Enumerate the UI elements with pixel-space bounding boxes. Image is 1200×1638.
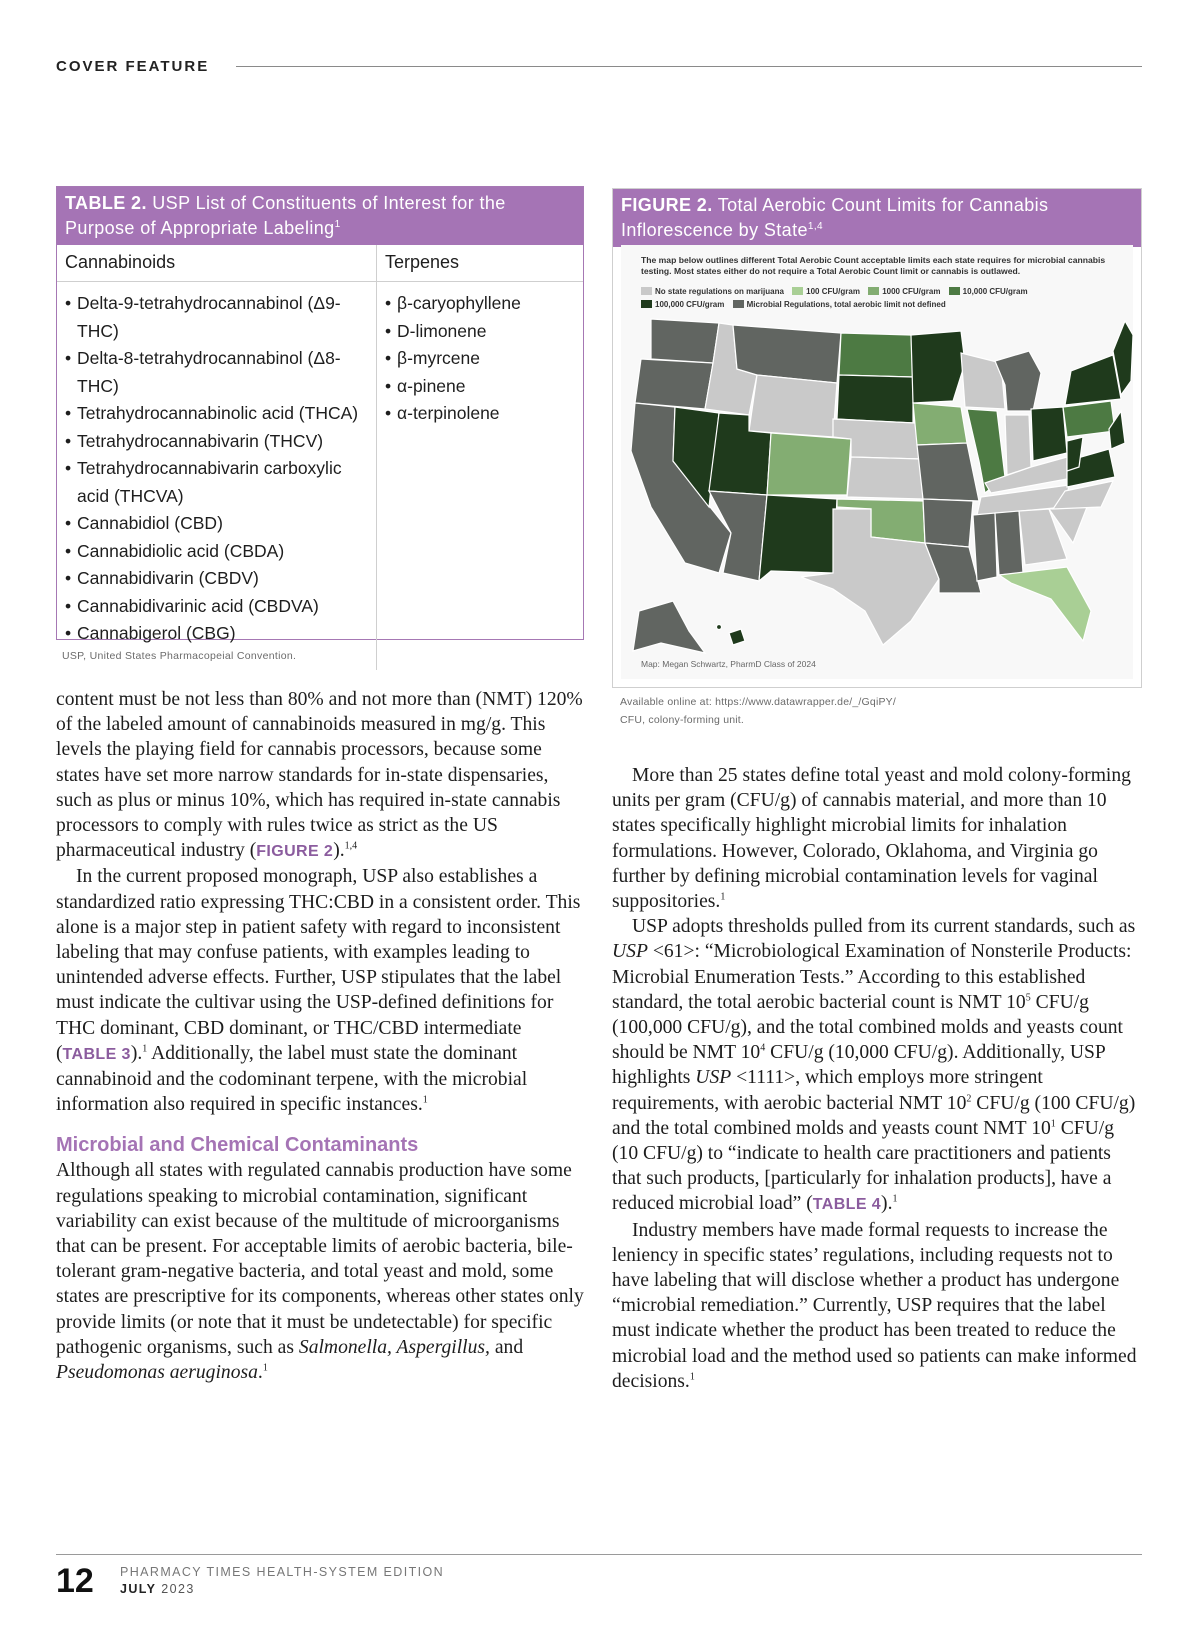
legend-swatch — [792, 287, 803, 295]
figure-2-reference[interactable]: FIGURE 2 — [256, 843, 334, 861]
left-paragraph-3: Although all states with regulated cannabis production have some regulations speaking to microbial contamination, significant variability can exist because of the multitude of microorganisms that can be present. For acceptable limits of aerobic bacteria, bile-tolerant gram-negative bacteria, and total yeast and mold, some states are prescriptive for its components, whereas other states only provide limits (or note that it must be undetectable) for specific pathogenic organisms, such as Salmonella, Aspergillus, and Pseudomonas aeruginosa.$^1$ — [56, 1160, 584, 1384]
state-arkansas — [923, 499, 973, 547]
legend-swatch — [733, 300, 744, 308]
legend-item: 100 CFU/gram — [792, 287, 860, 296]
state-ohio — [1031, 407, 1067, 461]
publication-date — [120, 1582, 195, 1596]
map-intro: The map below outlines different Total Aerobic Count acceptable limits each state requires for microbial cannabis testing. Most states either do not require a Total Aerobic Count limit or cannabis is outlawed. — [641, 255, 1106, 276]
figure-2 — [612, 188, 1142, 688]
state-wyoming — [749, 375, 837, 437]
table-2-columns — [57, 245, 583, 670]
state-new-mexico — [759, 495, 837, 581]
left-column — [56, 687, 584, 1385]
state-mississippi — [973, 513, 997, 581]
legend-item: 10,000 CFU/gram — [949, 287, 1028, 296]
table-2-label: TABLE 2. — [65, 193, 147, 213]
map-credit: Map: Megan Schwartz, PharmD Class of 2024 — [641, 659, 816, 669]
legend-swatch — [641, 287, 652, 295]
figure-2-title: Total Aerobic Count Limits for Cannabis Inflorescence by State — [621, 195, 1049, 240]
list-item: • Cannabidivarin (CBDV) — [65, 568, 259, 588]
section-subheading: Microbial and Chemical Contaminants — [56, 1134, 419, 1157]
state-north-dakota — [839, 333, 913, 377]
legend-item: 100,000 CFU/gram — [641, 300, 724, 309]
state-indiana — [1005, 415, 1031, 475]
list-item: • β-caryophyllene — [385, 293, 521, 313]
map-panel — [621, 245, 1133, 679]
state-new-york — [1065, 355, 1121, 405]
legend-item: Microbial Regulations, total aerobic limit not defined — [733, 300, 946, 309]
state-pennsylvania — [1063, 401, 1115, 437]
figure-2-title-ref: 1,4 — [807, 221, 824, 232]
table-2 — [56, 186, 584, 643]
right-paragraph-3: Industry members have made formal requests to increase the leniency in specific states’ regulations, including requests not to have labeling that will disclose whether a product has undergone “microbial remediation.” Currently, USP requires that the label must indicate whether the product has been treated to reduce the microbial load and the method used so patients can make informed decisions.$^1$ — [612, 1219, 1137, 1392]
state-iowa — [913, 403, 967, 445]
figure-2-label: FIGURE 2. — [621, 195, 713, 215]
list-item: • Tetrahydrocannabivarin carboxylic acid (THCVA) — [65, 458, 342, 506]
list-item: • Cannabidiolic acid (CBDA) — [65, 540, 285, 561]
column-header-cannabinoids: Cannabinoids — [57, 245, 376, 282]
table-4-reference[interactable]: TABLE 4 — [812, 1196, 882, 1214]
right-paragraph-1: More than 25 states define total yeast and mold colony-forming units per gram (CFU/g) of cannabis material, and more than 10 states specifically highlight microbial limits for inhalation formulations. However, Colorado, Oklahoma, and Virginia go further by defining microbial contamination levels for vaginal suppositories.$^1$ — [612, 765, 1131, 913]
right-paragraph-2: USP adopts thresholds pulled from its current standards, such as USP <61>: “Microbiological Examination of Nonsterile Products: Microbial Enumeration Tests.” According to this established standard, the total aerobic bacterial count is NMT $10^5$ CFU/g (100,000 CFU/g), and the total combined molds and yeasts count should be NMT $10^4$ CFU/g (10,000 CFU/g). Additionally, USP highlights USP <1111>, which employs more stringent requirements, with aerobic bacterial NMT $10^2$ CFU/g (100 CFU/g) and the total combined molds and yeasts count NMT $10^1$ CFU/g (10 CFU/g) to “indicate to health care practitioners and patients that such products, [particularly for inhalation products], have a reduced microbial load” (TABLE 4).$^1$ — [612, 916, 1136, 1215]
list-item: • α-pinene — [385, 375, 466, 396]
table-2-title: USP List of Constituents of Interest for the Purpose of Appropriate Labeling — [65, 193, 506, 238]
left-paragraph-2: In the current proposed monograph, USP also establishes a standardized ratio expressing THC:CBD in a consistent order. This alone is a major step in patient safety with regard to inconsistent labeling that may confuse patients, with examples leading to unintended adverse effects. Further, USP stipulates that the label must indicate the cultivar using the USP-defined definitions for THC dominant, CBD dominant, or THC/CBD intermediate (TABLE 3).$^1$ Additionally, the label must state the dominant cannabinoid and the codominant terpene, with the microbial information also required in specific instances.$^1$ — [56, 866, 581, 1116]
legend-swatch — [949, 287, 960, 295]
figure-2-note-url: Available online at: https://www.datawrapper.de/_/GqiPY/ — [620, 696, 896, 708]
list-item: • Delta-8-tetrahydrocannabinol (Δ8-THC) — [65, 348, 341, 396]
table-3-reference[interactable]: TABLE 3 — [62, 1045, 131, 1063]
list-item: • Tetrahydrocannabinolic acid (THCA) — [65, 403, 359, 423]
state-north-carolina — [1053, 481, 1113, 509]
table-2-footnote: USP, United States Pharmacopeial Convention. — [62, 650, 297, 662]
state-alaska — [633, 601, 705, 653]
legend-item: 1000 CFU/gram — [868, 287, 940, 296]
figure-2-notes — [620, 693, 896, 729]
legend-swatch — [641, 300, 652, 308]
table-2-title-ref: 1 — [334, 219, 341, 230]
cannabinoids-column — [57, 245, 377, 670]
state-kansas — [847, 457, 923, 499]
list-item: • Cannabidivarinic acid (CBDVA) — [65, 595, 319, 616]
right-column — [612, 763, 1142, 1394]
section-label: COVER FEATURE — [56, 58, 210, 75]
state-alabama — [995, 511, 1023, 575]
figure-2-note-cfu: CFU, colony-forming unit. — [620, 714, 745, 726]
state-south-dakota — [837, 375, 913, 423]
left-paragraph-1: content must be not less than 80% and not more than (NMT) 120% of the labeled amount of cannabinoids measured in mg/g. This levels the playing field for cannabis processors, because some states have set more narrow standards for in-state dispensaries, such as plus or minus 10%, which has required in-state cannabis processors to comply with rules twice as strict as the US pharmaceutical industry (FIGURE 2).$^{1,4}$ — [56, 689, 583, 862]
publication-year: 2023 — [161, 1582, 195, 1596]
state-hawaii-islands — [717, 625, 722, 630]
state-colorado — [767, 433, 851, 495]
state-washington — [651, 319, 719, 363]
list-item: • D-limonene — [385, 320, 487, 341]
legend-item: No state regulations on marijuana — [641, 287, 784, 296]
list-item: • Tetrahydrocannabivarin (THCV) — [65, 430, 324, 451]
page-number: 12 — [56, 1562, 94, 1600]
cannabinoids-list — [57, 282, 376, 670]
state-oregon — [635, 359, 713, 409]
figure-2-header — [613, 189, 1141, 247]
column-header-terpenes: Terpenes — [377, 245, 583, 282]
state-missouri — [917, 443, 979, 501]
list-item: • Delta-9-tetrahydrocannabinol (Δ9-THC) — [65, 293, 341, 341]
publication-name: PHARMACY TIMES HEALTH-SYSTEM EDITION — [120, 1565, 445, 1579]
header-rule — [236, 66, 1142, 67]
list-item: • Cannabidiol (CBD) — [65, 513, 223, 533]
us-state-map — [621, 311, 1133, 655]
map-legend — [641, 285, 1121, 311]
state-florida — [999, 567, 1091, 641]
terpenes-column — [377, 245, 583, 670]
legend-swatch — [868, 287, 879, 295]
publication-month: JULY — [120, 1582, 157, 1596]
list-item: • β-myrcene — [385, 348, 480, 368]
list-item: • α-terpinolene — [385, 403, 500, 423]
terpenes-list — [377, 282, 583, 432]
state-hawaii — [729, 629, 745, 645]
list-item: • Cannabigerol (CBG) — [65, 623, 236, 643]
state-minnesota — [911, 331, 965, 403]
table-2-header — [57, 187, 583, 245]
footer-rule — [56, 1554, 1142, 1555]
